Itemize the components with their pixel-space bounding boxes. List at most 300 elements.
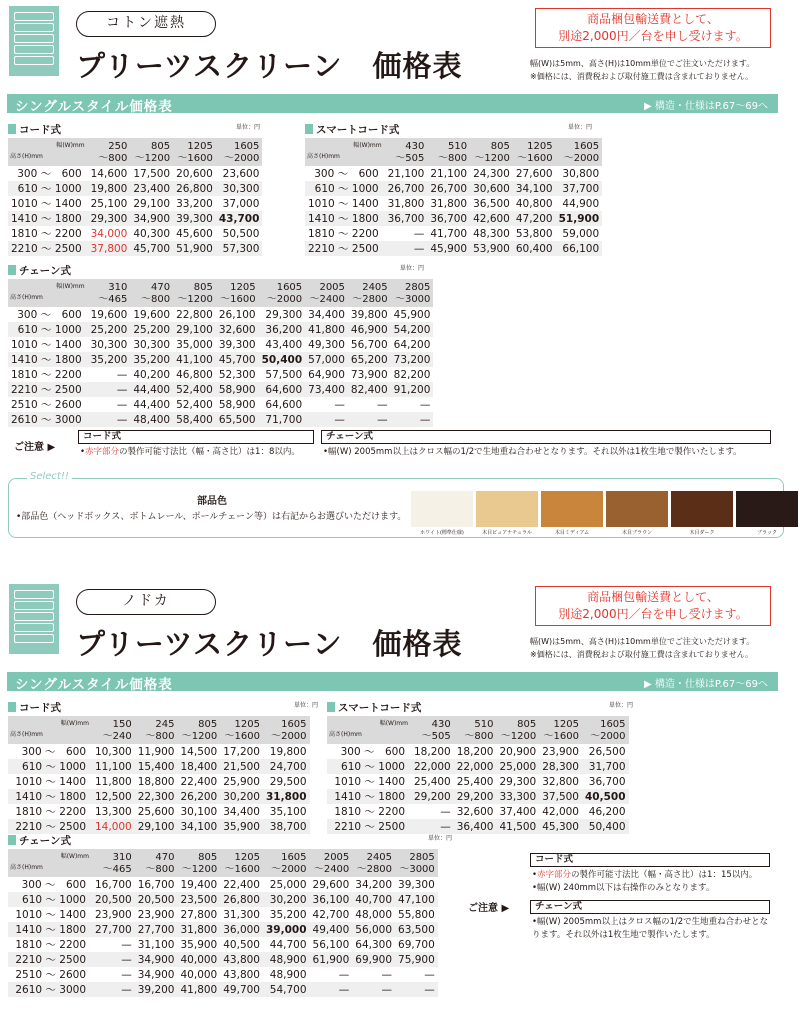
- height-range: 1410 〜 1800: [305, 211, 385, 226]
- height-range: 610 〜 1000: [8, 892, 92, 907]
- swatch-label: ブラック: [757, 530, 777, 536]
- price-cell: 73,200: [391, 352, 434, 367]
- price-cell: 34,400: [305, 307, 348, 322]
- table-row: [305, 196, 602, 211]
- price-cell: 27,700: [92, 922, 135, 937]
- price-cell: —: [385, 241, 428, 256]
- width-header: 310 〜465: [88, 279, 131, 307]
- price-cell: 32,600: [454, 804, 497, 819]
- price-cell: 42,600: [470, 211, 513, 226]
- width-header: 510 〜800: [427, 138, 470, 166]
- price-cell: 34,000: [88, 226, 131, 241]
- price-cell: 27,700: [135, 922, 178, 937]
- price-cell: 40,800: [513, 196, 556, 211]
- price-cell: 32,600: [216, 322, 259, 337]
- table-row: [8, 166, 262, 181]
- table-row: [305, 226, 602, 241]
- price-cell: 22,000: [411, 759, 454, 774]
- price-cell: 30,800: [556, 166, 603, 181]
- price-cell: —: [88, 382, 131, 397]
- price-cell: 39,800: [348, 307, 391, 322]
- price-cell: 34,900: [135, 952, 178, 967]
- price-cell: 69,700: [395, 937, 438, 952]
- price-cell: 64,600: [259, 397, 306, 412]
- price-cell: 26,800: [173, 181, 216, 196]
- page-title: プリーツスクリーン 価格表: [76, 627, 463, 661]
- table-row: [8, 922, 438, 937]
- height-range: 300 〜 600: [8, 166, 88, 181]
- price-cell: 48,400: [130, 412, 173, 427]
- price-cell: 44,400: [130, 382, 173, 397]
- chain-table: チェーン式 単位：円 幅(W)mm 高さ(H)mm 310 〜465 470 〜800 805 〜1200 1205 〜1600 1605 〜2000 2005 〜2400 2405 〜2800 2805 〜3000 300 〜 600 19,600 19,600 22,800 26,100 29,300 34,400 39,800 45,900 610 〜 1000 25,200 25,200 29,100 32,600 36,200 41,800 46,900 54,200 1010 〜 1400 30,300 30,300 35,000 39,300 43,400 49,300 56,700 64,200 1410 〜 1800 35,200 35,200 41,100 45,700 50,400 57,000 65,200 73,200 1810 〜 2200 — 40,200 46,800 52,300 57,500 64,900 73,900 82,200 2210 〜 2500 — 44,400 52,400 58,900 64,600 73,400 82,400 91,200 2510 〜 2600 — 44,400 52,400 58,900 64,600 — — — 2610 〜 3000 — 48,400 58,400 65,500 71,700 — — —: [8, 263, 424, 427]
- corner-cell: 幅(W)mm 高さ(H)mm: [8, 716, 92, 744]
- price-cell: 23,500: [178, 892, 221, 907]
- price-cell: 25,400: [411, 774, 454, 789]
- price-cell: 21,500: [220, 759, 263, 774]
- height-range: 610 〜 1000: [8, 181, 88, 196]
- price-cell: 40,200: [130, 367, 173, 382]
- price-cell: 48,900: [263, 952, 310, 967]
- price-cell: 40,500: [582, 789, 629, 804]
- height-range: 300 〜 600: [8, 744, 92, 759]
- price-cell: 36,700: [582, 774, 629, 789]
- pleats-logo-icon: [9, 6, 59, 76]
- price-cell: 20,900: [497, 744, 540, 759]
- chain-table: チェーン式 単位：円 幅(W)mm 高さ(H)mm 310 〜465 470 〜800 805 〜1200 1205 〜1600 1605 〜2000 2005 〜2400 2405 〜2800 2805 〜3000 300 〜 600 16,700 16,700 19,400 22,400 25,000 29,600 34,200 39,300 610 〜 1000 20,500 20,500 23,500 26,800 30,200 36,100 40,700 47,100 1010 〜 1400 23,900 23,900 27,800 31,300 35,200 42,700 48,000 55,800 1410 〜 1800 27,700 27,700 31,800 36,000 39,000 49,400 56,000 63,500 1810 〜 2200 — 31,100 35,900 40,500 44,700 56,100 64,300 69,700 2210 〜 2500 — 34,900 40,000 43,800 48,900 61,900 69,900 75,900 2510 〜 2600 — 34,900 40,000 43,800 48,900 — — — 2610 〜 3000 — 39,200 41,800 49,700 54,700 — — —: [10, 835, 452, 996]
- page-title: プリーツスクリーン 価格表: [76, 49, 463, 83]
- height-range: 2610 〜 3000: [8, 982, 92, 997]
- table-row: [8, 937, 438, 952]
- table-row: [327, 804, 629, 819]
- width-header: 1605 〜2000: [263, 849, 310, 877]
- price-cell: 37,000: [216, 196, 263, 211]
- price-cell: 64,600: [259, 382, 306, 397]
- price-cell: 36,700: [427, 211, 470, 226]
- swatch-label: 木目ピュアナチュラル: [482, 530, 532, 536]
- price-cell: 29,300: [88, 211, 131, 226]
- table-row: [305, 241, 602, 256]
- price-cell: 20,500: [92, 892, 135, 907]
- price-cell: 17,500: [130, 166, 173, 181]
- price-cell: —: [305, 412, 348, 427]
- caution-label: ご注意 ▶: [468, 903, 510, 914]
- price-cell: 57,000: [305, 352, 348, 367]
- price-cell: 44,700: [263, 937, 310, 952]
- price-cell: 35,200: [130, 352, 173, 367]
- price-cell: 46,900: [348, 322, 391, 337]
- width-header: 470 〜800: [130, 279, 173, 307]
- price-cell: 59,000: [556, 226, 603, 241]
- price-cell: 57,300: [216, 241, 263, 256]
- price-cell: 27,800: [178, 907, 221, 922]
- price-cell: 69,900: [352, 952, 395, 967]
- order-note: 幅(W)は5mm、高さ(H)は10mm単位でご注文いただけます。: [530, 59, 755, 68]
- price-cell: 26,100: [216, 307, 259, 322]
- cord-note-box: コード式: [78, 430, 314, 444]
- price-cell: 36,200: [259, 322, 306, 337]
- smart-cord-table: スマートコード式 単位：円 幅(W)mm 高さ(H)mm 430 〜505 510 〜800 805 〜1200 1205 〜1600 1605 〜2000 300 〜 600 21,100 21,100 24,300 27,600 30,800 610 〜 1000 26,700 26,700 30,600 34,100 37,700 1010 〜 1400 31,800 31,800 36,500 40,800 44,900 1410 〜 1800 36,700 36,700 42,600 47,200 51,900 1810 〜 2200 — 41,700 48,300 53,800 59,000 2210 〜 2500 — 45,900 53,900 60,400 66,100: [305, 122, 592, 256]
- price-cell: —: [88, 367, 131, 382]
- price-cell: 18,200: [454, 744, 497, 759]
- price-cell: 64,900: [305, 367, 348, 382]
- table-row: [8, 892, 438, 907]
- height-range: 1010 〜 1400: [305, 196, 385, 211]
- price-cell: 31,800: [263, 789, 310, 804]
- price-cell: 28,300: [539, 759, 582, 774]
- price-cell: 22,400: [220, 877, 263, 892]
- price-cell: 47,200: [513, 211, 556, 226]
- caution-label: ご注意 ▶: [14, 442, 56, 453]
- price-cell: 23,400: [130, 181, 173, 196]
- price-cell: 40,300: [130, 226, 173, 241]
- width-header: 2805 〜3000: [391, 279, 434, 307]
- price-cell: 26,500: [582, 744, 629, 759]
- product-label: コトン遮熱: [76, 11, 216, 37]
- table-row: [8, 907, 438, 922]
- price-cell: 31,800: [427, 196, 470, 211]
- price-cell: 25,900: [220, 774, 263, 789]
- price-cell: 15,400: [135, 759, 178, 774]
- price-cell: 39,300: [216, 337, 259, 352]
- price-cell: 45,300: [539, 819, 582, 834]
- table-row: [8, 967, 438, 982]
- price-cell: 42,700: [310, 907, 353, 922]
- color-swatch[interactable]: [736, 491, 798, 536]
- price-cell: 40,000: [178, 967, 221, 982]
- price-cell: —: [395, 967, 438, 982]
- price-cell: —: [348, 397, 391, 412]
- cord-note: •赤字部分の製作可能寸法比（幅・高さ比）は1：15以内。 •幅(W) 240mm以下は右操作のみとなります。: [532, 870, 758, 893]
- price-cell: 40,000: [178, 952, 221, 967]
- price-cell: 39,200: [135, 982, 178, 997]
- height-range: 1810 〜 2200: [305, 226, 385, 241]
- section-band: [7, 94, 778, 113]
- price-cell: 58,400: [173, 412, 216, 427]
- height-range: 610 〜 1000: [8, 322, 88, 337]
- width-header: 1605 〜2000: [556, 138, 603, 166]
- table-row: [8, 181, 262, 196]
- width-header: 805 〜1200: [178, 716, 221, 744]
- price-cell: 41,500: [497, 819, 540, 834]
- price-cell: 25,000: [263, 877, 310, 892]
- price-cell: 14,000: [92, 819, 135, 834]
- price-cell: 36,700: [385, 211, 428, 226]
- price-cell: 30,300: [216, 181, 263, 196]
- price-cell: 91,200: [391, 382, 434, 397]
- price-cell: —: [391, 397, 434, 412]
- price-cell: 29,100: [130, 196, 173, 211]
- price-cell: 19,600: [88, 307, 131, 322]
- price-cell: 51,900: [173, 241, 216, 256]
- color-swatch[interactable]: [411, 491, 473, 536]
- width-header: 1605 〜2000: [259, 279, 306, 307]
- price-cell: 31,800: [178, 922, 221, 937]
- cord-note-box: コード式: [530, 853, 770, 867]
- corner-cell: 幅(W)mm 高さ(H)mm: [305, 138, 385, 166]
- price-cell: 39,000: [263, 922, 310, 937]
- table-row: [8, 744, 310, 759]
- price-cell: 55,800: [395, 907, 438, 922]
- price-cell: 18,400: [178, 759, 221, 774]
- width-header: 2805 〜3000: [395, 849, 438, 877]
- band-title: シングルスタイル価格表: [15, 677, 173, 693]
- height-range: 2210 〜 2500: [327, 819, 411, 834]
- chain-note-box: チェーン式: [530, 900, 770, 914]
- price-cell: 19,600: [130, 307, 173, 322]
- height-range: 1010 〜 1400: [327, 774, 411, 789]
- table-row: [8, 322, 433, 337]
- swatch-label: 木目ブラウン: [621, 530, 652, 536]
- table-row: [8, 819, 310, 834]
- price-cell: 49,400: [310, 922, 353, 937]
- swatch-label: ホワイト(標準仕様): [420, 530, 464, 536]
- price-cell: 64,300: [352, 937, 395, 952]
- price-cell: 35,200: [88, 352, 131, 367]
- width-header: 805 〜1200: [497, 716, 540, 744]
- price-cell: 16,700: [135, 877, 178, 892]
- price-cell: —: [310, 967, 353, 982]
- price-cell: 35,900: [178, 937, 221, 952]
- table-row: [327, 819, 629, 834]
- table-row: [327, 744, 629, 759]
- price-cell: 57,500: [259, 367, 306, 382]
- height-range: 610 〜 1000: [305, 181, 385, 196]
- band-title: シングルスタイル価格表: [15, 99, 173, 115]
- cord-table: コード式 単位：円 幅(W)mm 高さ(H)mm 150 〜240 245 〜800 805 〜1200 1205 〜1600 1605 〜2000 300 〜 600 10,300 11,900 14,500 17,200 19,800 610 〜 1000 11,100 15,400 18,400 21,500 24,700 1010 〜 1400 11,800 18,800 22,400 25,900 29,500 1410 〜 1800 12,500 22,300 26,200 30,200 31,800 1810 〜 2200 13,300 25,600 30,100 34,400 35,100 2210 〜 2500 14,000 29,100 34,100 35,900 38,700: [10, 702, 318, 833]
- price-cell: 46,800: [173, 367, 216, 382]
- price-cell: 20,600: [173, 166, 216, 181]
- price-cell: 33,300: [497, 789, 540, 804]
- price-cell: 33,200: [173, 196, 216, 211]
- width-header: 1605 〜2000: [216, 138, 263, 166]
- table-row: [8, 412, 433, 427]
- price-cell: 45,700: [216, 352, 259, 367]
- swatch-label: 木目ミディアム: [554, 530, 590, 536]
- price-cell: 22,400: [178, 774, 221, 789]
- price-cell: 34,100: [513, 181, 556, 196]
- corner-cell: 幅(W)mm 高さ(H)mm: [8, 279, 88, 307]
- price-cell: 52,400: [173, 382, 216, 397]
- price-cell: 48,300: [470, 226, 513, 241]
- price-cell: 25,600: [135, 804, 178, 819]
- height-range: 1410 〜 1800: [8, 789, 92, 804]
- color-swatch[interactable]: [476, 491, 538, 536]
- chain-note: •幅(W) 2005mm以上はクロス幅の1/2で生地重ね合わせとなります。それ以外は1枚生地で製作いたします。: [323, 447, 742, 457]
- price-cell: —: [92, 952, 135, 967]
- height-range: 2510 〜 2600: [8, 967, 92, 982]
- price-cell: 45,600: [173, 226, 216, 241]
- price-cell: 56,100: [310, 937, 353, 952]
- width-header: 1605 〜2000: [582, 716, 629, 744]
- height-range: 2210 〜 2500: [8, 952, 92, 967]
- price-cell: 43,700: [216, 211, 263, 226]
- spec-link[interactable]: ▶ 構造・仕様はP.67〜69へ: [644, 101, 768, 112]
- price-cell: 43,800: [220, 952, 263, 967]
- price-cell: 43,800: [220, 967, 263, 982]
- price-cell: 41,800: [178, 982, 221, 997]
- table-row: [8, 367, 433, 382]
- price-cell: 73,900: [348, 367, 391, 382]
- price-cell: 19,800: [88, 181, 131, 196]
- table-row: [305, 211, 602, 226]
- price-cell: 39,300: [395, 877, 438, 892]
- price-cell: 18,800: [135, 774, 178, 789]
- price-cell: —: [305, 397, 348, 412]
- table-row: [327, 759, 629, 774]
- price-cell: 35,200: [263, 907, 310, 922]
- price-cell: 30,300: [88, 337, 131, 352]
- table-row: [8, 196, 262, 211]
- width-header: 430 〜505: [385, 138, 428, 166]
- price-cell: 25,100: [88, 196, 131, 211]
- price-cell: 41,700: [427, 226, 470, 241]
- table-row: [8, 877, 438, 892]
- width-header: 1205 〜1600: [220, 849, 263, 877]
- width-header: 310 〜465: [92, 849, 135, 877]
- price-cell: 53,800: [513, 226, 556, 241]
- price-cell: —: [395, 982, 438, 997]
- width-header: 470 〜800: [135, 849, 178, 877]
- price-cell: 29,500: [263, 774, 310, 789]
- price-cell: 36,100: [310, 892, 353, 907]
- price-cell: —: [385, 226, 428, 241]
- height-range: 1810 〜 2200: [8, 226, 88, 241]
- price-cell: —: [411, 819, 454, 834]
- price-cell: 26,800: [220, 892, 263, 907]
- width-header: 2005 〜2400: [305, 279, 348, 307]
- price-cell: 22,300: [135, 789, 178, 804]
- price-cell: 31,100: [135, 937, 178, 952]
- price-cell: 45,700: [130, 241, 173, 256]
- price-cell: 30,600: [470, 181, 513, 196]
- width-header: 510 〜800: [454, 716, 497, 744]
- price-cell: 56,000: [352, 922, 395, 937]
- price-cell: 41,800: [305, 322, 348, 337]
- color-swatch[interactable]: [541, 491, 603, 536]
- height-range: 2610 〜 3000: [8, 412, 88, 427]
- width-header: 1205 〜1600: [513, 138, 556, 166]
- height-range: 1810 〜 2200: [8, 367, 88, 382]
- price-cell: 46,200: [582, 804, 629, 819]
- price-cell: 25,200: [88, 322, 131, 337]
- product-label: ノドカ: [76, 589, 216, 615]
- price-cell: —: [310, 982, 353, 997]
- parts-title: 部品色: [197, 496, 227, 507]
- height-range: 2510 〜 2600: [8, 397, 88, 412]
- color-swatch[interactable]: [606, 491, 668, 536]
- height-range: 1410 〜 1800: [8, 211, 88, 226]
- spec-link[interactable]: ▶ 構造・仕様はP.67〜69へ: [644, 679, 768, 690]
- price-cell: 14,500: [178, 744, 221, 759]
- price-cell: 12,500: [92, 789, 135, 804]
- height-range: 300 〜 600: [305, 166, 385, 181]
- price-cell: 75,900: [395, 952, 438, 967]
- price-cell: 37,700: [556, 181, 603, 196]
- price-cell: 34,900: [135, 967, 178, 982]
- price-cell: 60,400: [513, 241, 556, 256]
- price-cell: 82,400: [348, 382, 391, 397]
- height-range: 1010 〜 1400: [8, 337, 88, 352]
- price-cell: 19,800: [263, 744, 310, 759]
- price-cell: 35,900: [220, 819, 263, 834]
- price-cell: 30,200: [263, 892, 310, 907]
- price-cell: 45,900: [427, 241, 470, 256]
- height-range: 2210 〜 2500: [305, 241, 385, 256]
- table-row: [327, 774, 629, 789]
- price-cell: 18,200: [411, 744, 454, 759]
- price-cell: 34,900: [130, 211, 173, 226]
- price-cell: 29,100: [135, 819, 178, 834]
- table-row: [8, 307, 433, 322]
- corner-cell: 幅(W)mm 高さ(H)mm: [327, 716, 411, 744]
- price-cell: 29,100: [173, 322, 216, 337]
- price-cell: 42,000: [539, 804, 582, 819]
- table-row: [8, 759, 310, 774]
- width-header: 150 〜240: [92, 716, 135, 744]
- price-cell: 82,200: [391, 367, 434, 382]
- swatch-label: 木目ダーク: [689, 530, 715, 536]
- color-swatch[interactable]: [671, 491, 733, 536]
- table-row: [8, 952, 438, 967]
- price-cell: 26,700: [385, 181, 428, 196]
- table-row: [8, 211, 262, 226]
- price-cell: 63,500: [395, 922, 438, 937]
- height-range: 610 〜 1000: [8, 759, 92, 774]
- height-range: 1810 〜 2200: [327, 804, 411, 819]
- price-cell: 48,000: [352, 907, 395, 922]
- price-cell: 49,700: [220, 982, 263, 997]
- table-row: [8, 804, 310, 819]
- width-header: 1205 〜1600: [220, 716, 263, 744]
- price-cell: 30,200: [220, 789, 263, 804]
- price-cell: 25,400: [454, 774, 497, 789]
- price-cell: 31,800: [385, 196, 428, 211]
- height-range: 1010 〜 1400: [8, 907, 92, 922]
- price-cell: 31,300: [220, 907, 263, 922]
- price-cell: 44,400: [130, 397, 173, 412]
- height-range: 1810 〜 2200: [8, 804, 92, 819]
- corner-cell: 幅(W)mm 高さ(H)mm: [8, 849, 92, 877]
- price-cell: 52,400: [173, 397, 216, 412]
- price-cell: 23,900: [539, 744, 582, 759]
- width-header: 2405 〜2800: [352, 849, 395, 877]
- price-cell: 40,500: [220, 937, 263, 952]
- width-header: 805 〜1200: [130, 138, 173, 166]
- price-cell: 49,300: [305, 337, 348, 352]
- height-range: 300 〜 600: [8, 877, 92, 892]
- price-cell: 23,900: [92, 907, 135, 922]
- price-cell: 20,500: [135, 892, 178, 907]
- price-cell: 30,300: [130, 337, 173, 352]
- price-cell: 56,700: [348, 337, 391, 352]
- price-cell: 29,600: [310, 877, 353, 892]
- price-cell: 71,700: [259, 412, 306, 427]
- price-cell: 61,900: [310, 952, 353, 967]
- price-cell: 29,200: [454, 789, 497, 804]
- pleats-logo-icon: [9, 584, 59, 654]
- width-header: 250 〜800: [88, 138, 131, 166]
- height-range: 1010 〜 1400: [8, 196, 88, 211]
- table-row: [8, 397, 433, 412]
- price-cell: 45,900: [391, 307, 434, 322]
- price-cell: 23,900: [135, 907, 178, 922]
- table-row: [8, 226, 262, 241]
- width-header: 2005 〜2400: [310, 849, 353, 877]
- price-cell: 40,700: [352, 892, 395, 907]
- price-cell: 31,700: [582, 759, 629, 774]
- price-cell: 25,200: [130, 322, 173, 337]
- width-header: 1205 〜1600: [539, 716, 582, 744]
